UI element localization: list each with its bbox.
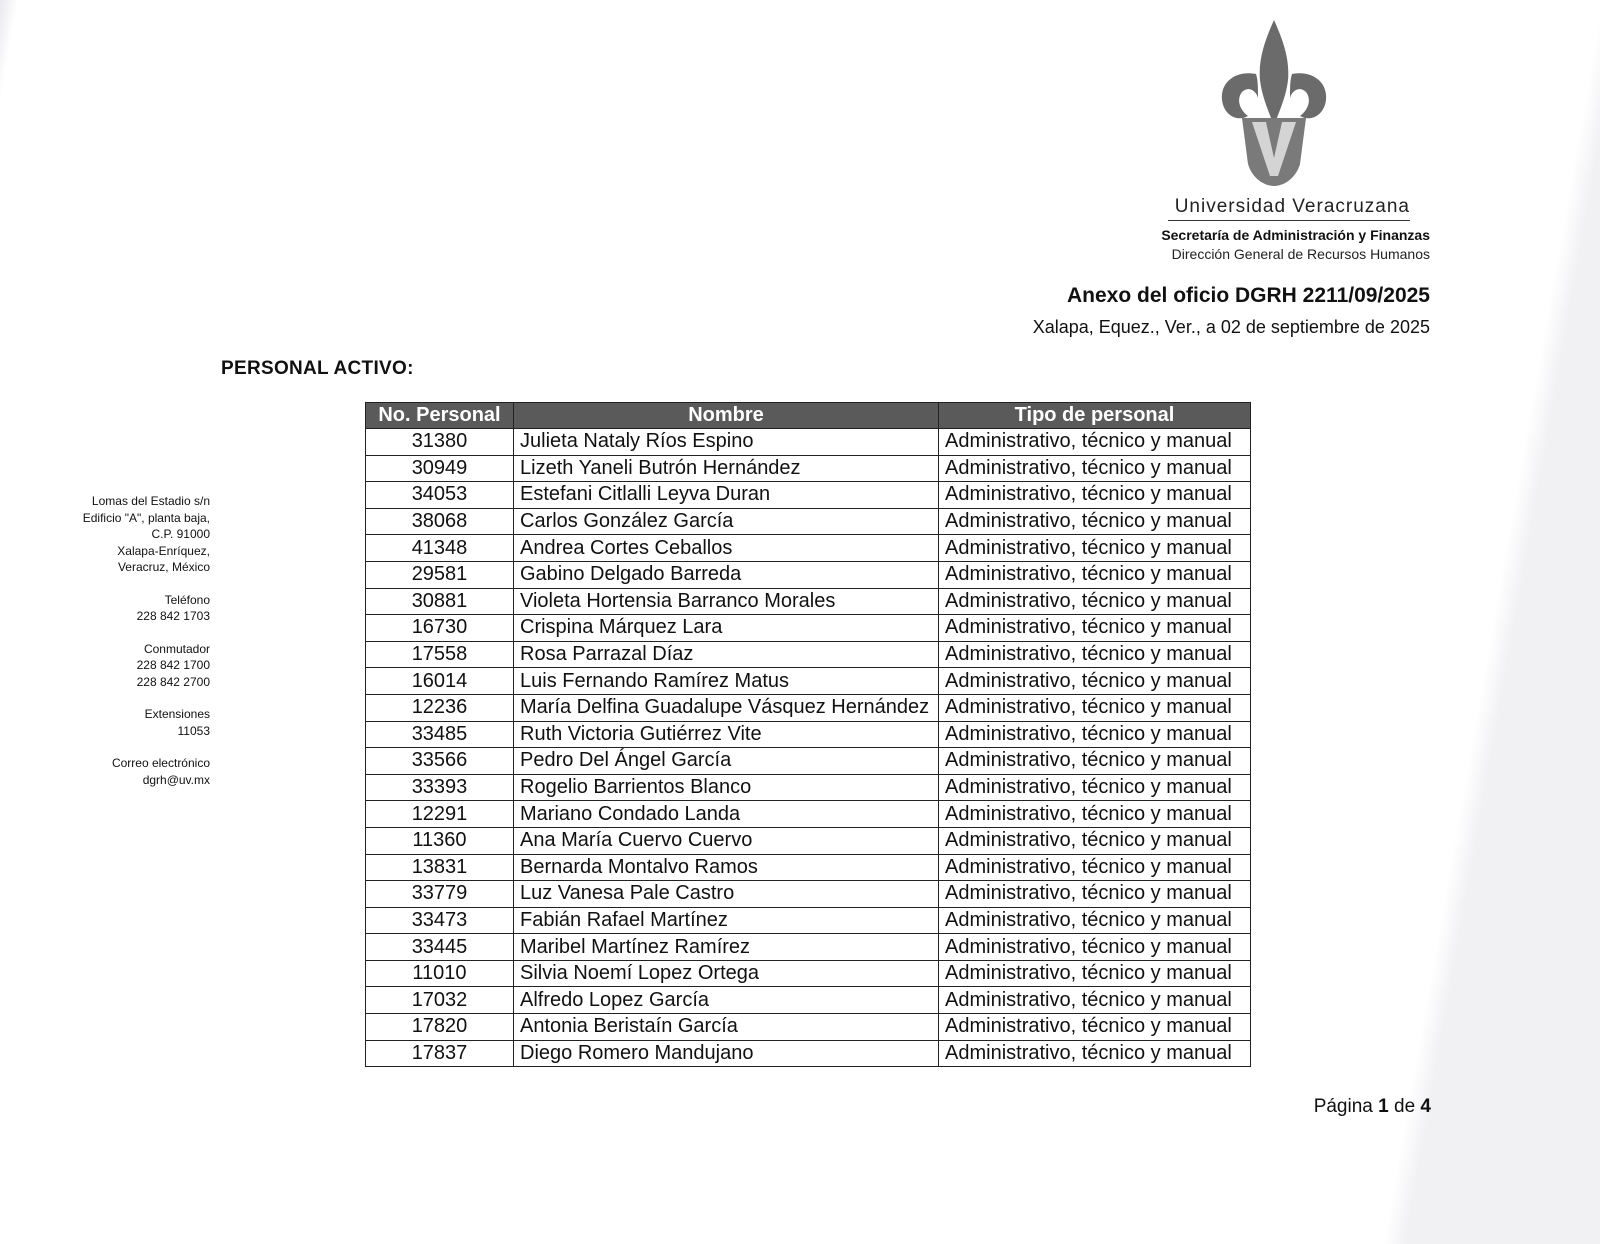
cell-staff-type: Administrativo, técnico y manual	[939, 482, 1251, 509]
cell-personal-number: 13831	[366, 854, 514, 881]
cell-personal-number: 33779	[366, 881, 514, 908]
cell-staff-type: Administrativo, técnico y manual	[939, 668, 1251, 695]
cell-staff-type: Administrativo, técnico y manual	[939, 1040, 1251, 1067]
table-row	[366, 508, 1251, 535]
cell-staff-type: Administrativo, técnico y manual	[939, 801, 1251, 828]
email-group	[40, 755, 210, 788]
document-title: Anexo del oficio DGRH 2211/09/2025	[1067, 284, 1430, 307]
staff-table	[365, 402, 1251, 1067]
directorate-name: Dirección General de Recursos Humanos	[1171, 246, 1430, 262]
cell-staff-type: Administrativo, técnico y manual	[939, 694, 1251, 721]
email-address: dgrh@uv.mx	[142, 772, 210, 787]
cell-name: Luz Vanesa Pale Castro	[514, 881, 939, 908]
cell-personal-number: 11010	[366, 960, 514, 987]
table-row	[366, 987, 1251, 1014]
cell-name: Rosa Parrazal Díaz	[514, 641, 939, 668]
cell-personal-number: 33393	[366, 774, 514, 801]
table-row	[366, 455, 1251, 482]
cell-staff-type: Administrativo, técnico y manual	[939, 987, 1251, 1014]
cell-name: Lizeth Yaneli Butrón Hernández	[514, 455, 939, 482]
cell-staff-type: Administrativo, técnico y manual	[939, 1014, 1251, 1041]
cell-name: Rogelio Barrientos Blanco	[514, 774, 939, 801]
logo-center-petal	[1260, 20, 1289, 126]
table-row	[366, 1040, 1251, 1067]
cell-name: Mariano Condado Landa	[514, 801, 939, 828]
table-row	[366, 881, 1251, 908]
cell-staff-type: Administrativo, técnico y manual	[939, 615, 1251, 642]
table-row	[366, 854, 1251, 881]
cell-staff-type: Administrativo, técnico y manual	[939, 748, 1251, 775]
page-of-label: de	[1394, 1096, 1416, 1117]
cell-staff-type: Administrativo, técnico y manual	[939, 561, 1251, 588]
table-row	[366, 429, 1251, 456]
cell-staff-type: Administrativo, técnico y manual	[939, 535, 1251, 562]
table-row	[366, 615, 1251, 642]
table-header-row	[366, 403, 1251, 429]
section-title: PERSONAL ACTIVO:	[221, 358, 414, 379]
switchboard-number: 228 842 2700	[136, 674, 210, 689]
table-row	[366, 588, 1251, 615]
cell-personal-number: 33473	[366, 907, 514, 934]
extensions-number: 11053	[177, 723, 210, 738]
page-indicator	[1200, 1096, 1431, 1118]
cell-name: Pedro Del Ángel García	[514, 748, 939, 775]
university-logo	[1218, 18, 1330, 190]
cell-staff-type: Administrativo, técnico y manual	[939, 721, 1251, 748]
cell-personal-number: 33566	[366, 748, 514, 775]
cell-personal-number: 11360	[366, 827, 514, 854]
switchboard-number: 228 842 1700	[136, 658, 210, 672]
address-line: Veracruz, México	[117, 560, 210, 574]
cell-staff-type: Administrativo, técnico y manual	[939, 429, 1251, 456]
cell-staff-type: Administrativo, técnico y manual	[939, 774, 1251, 801]
logo-right-petal	[1290, 73, 1326, 118]
cell-personal-number: 31380	[366, 429, 514, 456]
table-body	[366, 429, 1251, 1067]
cell-name: Andrea Cortes Ceballos	[514, 535, 939, 562]
place-date: Xalapa, Equez., Ver., a 02 de septiembre de 2025	[1032, 317, 1430, 337]
page-total: 4	[1420, 1096, 1431, 1117]
university-name-rule	[1168, 220, 1410, 221]
secretariat-name: Secretaría de Administración y Finanzas	[1161, 227, 1430, 243]
address-line: Edificio "A", planta baja,	[82, 510, 210, 525]
table-row	[366, 535, 1251, 562]
cell-name: Fabián Rafael Martínez	[514, 907, 939, 934]
cell-name: Alfredo Lopez García	[514, 987, 939, 1014]
cell-name: Silvia Noemí Lopez Ortega	[514, 960, 939, 987]
column-header-id: No. Personal	[366, 403, 514, 429]
phone-group	[40, 592, 210, 625]
cell-name: Ana María Cuervo Cuervo	[514, 827, 939, 854]
table-row	[366, 694, 1251, 721]
logo-left-petal	[1222, 73, 1258, 118]
cell-staff-type: Administrativo, técnico y manual	[939, 934, 1251, 961]
cell-personal-number: 30949	[366, 455, 514, 482]
cell-name: Diego Romero Mandujano	[514, 1040, 939, 1067]
cell-staff-type: Administrativo, técnico y manual	[939, 455, 1251, 482]
cell-name: María Delfina Guadalupe Vásquez Hernández	[514, 694, 939, 721]
switchboard-label: Conmutador	[143, 641, 210, 656]
cell-name: Maribel Martínez Ramírez	[514, 934, 939, 961]
cell-personal-number: 17558	[366, 641, 514, 668]
table-row	[366, 1014, 1251, 1041]
table-row	[366, 827, 1251, 854]
cell-name: Julieta Nataly Ríos Espino	[514, 429, 939, 456]
cell-personal-number: 33445	[366, 934, 514, 961]
cell-personal-number: 16014	[366, 668, 514, 695]
cell-name: Bernarda Montalvo Ramos	[514, 854, 939, 881]
table-row	[366, 907, 1251, 934]
column-header-type: Tipo de personal	[939, 403, 1251, 429]
table-row	[366, 641, 1251, 668]
column-header-name: Nombre	[514, 403, 939, 429]
table-row	[366, 801, 1251, 828]
table-row	[366, 774, 1251, 801]
phone-number: 228 842 1703	[136, 609, 210, 623]
university-name: Universidad Veracruzana	[1174, 196, 1410, 217]
cell-name: Crispina Márquez Lara	[514, 615, 939, 642]
cell-name: Estefani Citlalli Leyva Duran	[514, 482, 939, 509]
page-label: Página	[1313, 1096, 1373, 1117]
address-line: Lomas del Estadio s/n	[91, 494, 210, 508]
cell-name: Gabino Delgado Barreda	[514, 561, 939, 588]
cell-personal-number: 17032	[366, 987, 514, 1014]
cell-name: Violeta Hortensia Barranco Morales	[514, 588, 939, 615]
table-row	[366, 561, 1251, 588]
table-row	[366, 934, 1251, 961]
cell-staff-type: Administrativo, técnico y manual	[939, 508, 1251, 535]
cell-staff-type: Administrativo, técnico y manual	[939, 827, 1251, 854]
cell-name: Antonia Beristaín García	[514, 1014, 939, 1041]
table-row	[366, 748, 1251, 775]
table-row	[366, 960, 1251, 987]
cell-staff-type: Administrativo, técnico y manual	[939, 854, 1251, 881]
table-row	[366, 721, 1251, 748]
cell-staff-type: Administrativo, técnico y manual	[939, 960, 1251, 987]
cell-staff-type: Administrativo, técnico y manual	[939, 907, 1251, 934]
table-row	[366, 668, 1251, 695]
page-current: 1	[1378, 1096, 1389, 1117]
cell-name: Ruth Victoria Gutiérrez Vite	[514, 721, 939, 748]
extensions-group	[40, 706, 210, 739]
email-label: Correo electrónico	[111, 756, 210, 770]
cell-name: Carlos González García	[514, 508, 939, 535]
contact-block	[40, 493, 210, 804]
cell-staff-type: Administrativo, técnico y manual	[939, 641, 1251, 668]
cell-personal-number: 33485	[366, 721, 514, 748]
cell-personal-number: 17837	[366, 1040, 514, 1067]
phone-label: Teléfono	[164, 592, 210, 607]
cell-personal-number: 12291	[366, 801, 514, 828]
switchboard-group	[40, 641, 210, 691]
cell-personal-number: 30881	[366, 588, 514, 615]
cell-personal-number: 16730	[366, 615, 514, 642]
cell-personal-number: 41348	[366, 535, 514, 562]
cell-personal-number: 12236	[366, 694, 514, 721]
cell-staff-type: Administrativo, técnico y manual	[939, 588, 1251, 615]
extensions-label: Extensiones	[144, 707, 210, 721]
table-row	[366, 482, 1251, 509]
cell-personal-number: 29581	[366, 561, 514, 588]
cell-personal-number: 34053	[366, 482, 514, 509]
address-line: C.P. 91000	[151, 527, 210, 541]
cell-staff-type: Administrativo, técnico y manual	[939, 881, 1251, 908]
cell-personal-number: 17820	[366, 1014, 514, 1041]
cell-personal-number: 38068	[366, 508, 514, 535]
address-line: Xalapa-Enríquez,	[117, 543, 210, 558]
cell-name: Luis Fernando Ramírez Matus	[514, 668, 939, 695]
address-group	[40, 493, 210, 576]
